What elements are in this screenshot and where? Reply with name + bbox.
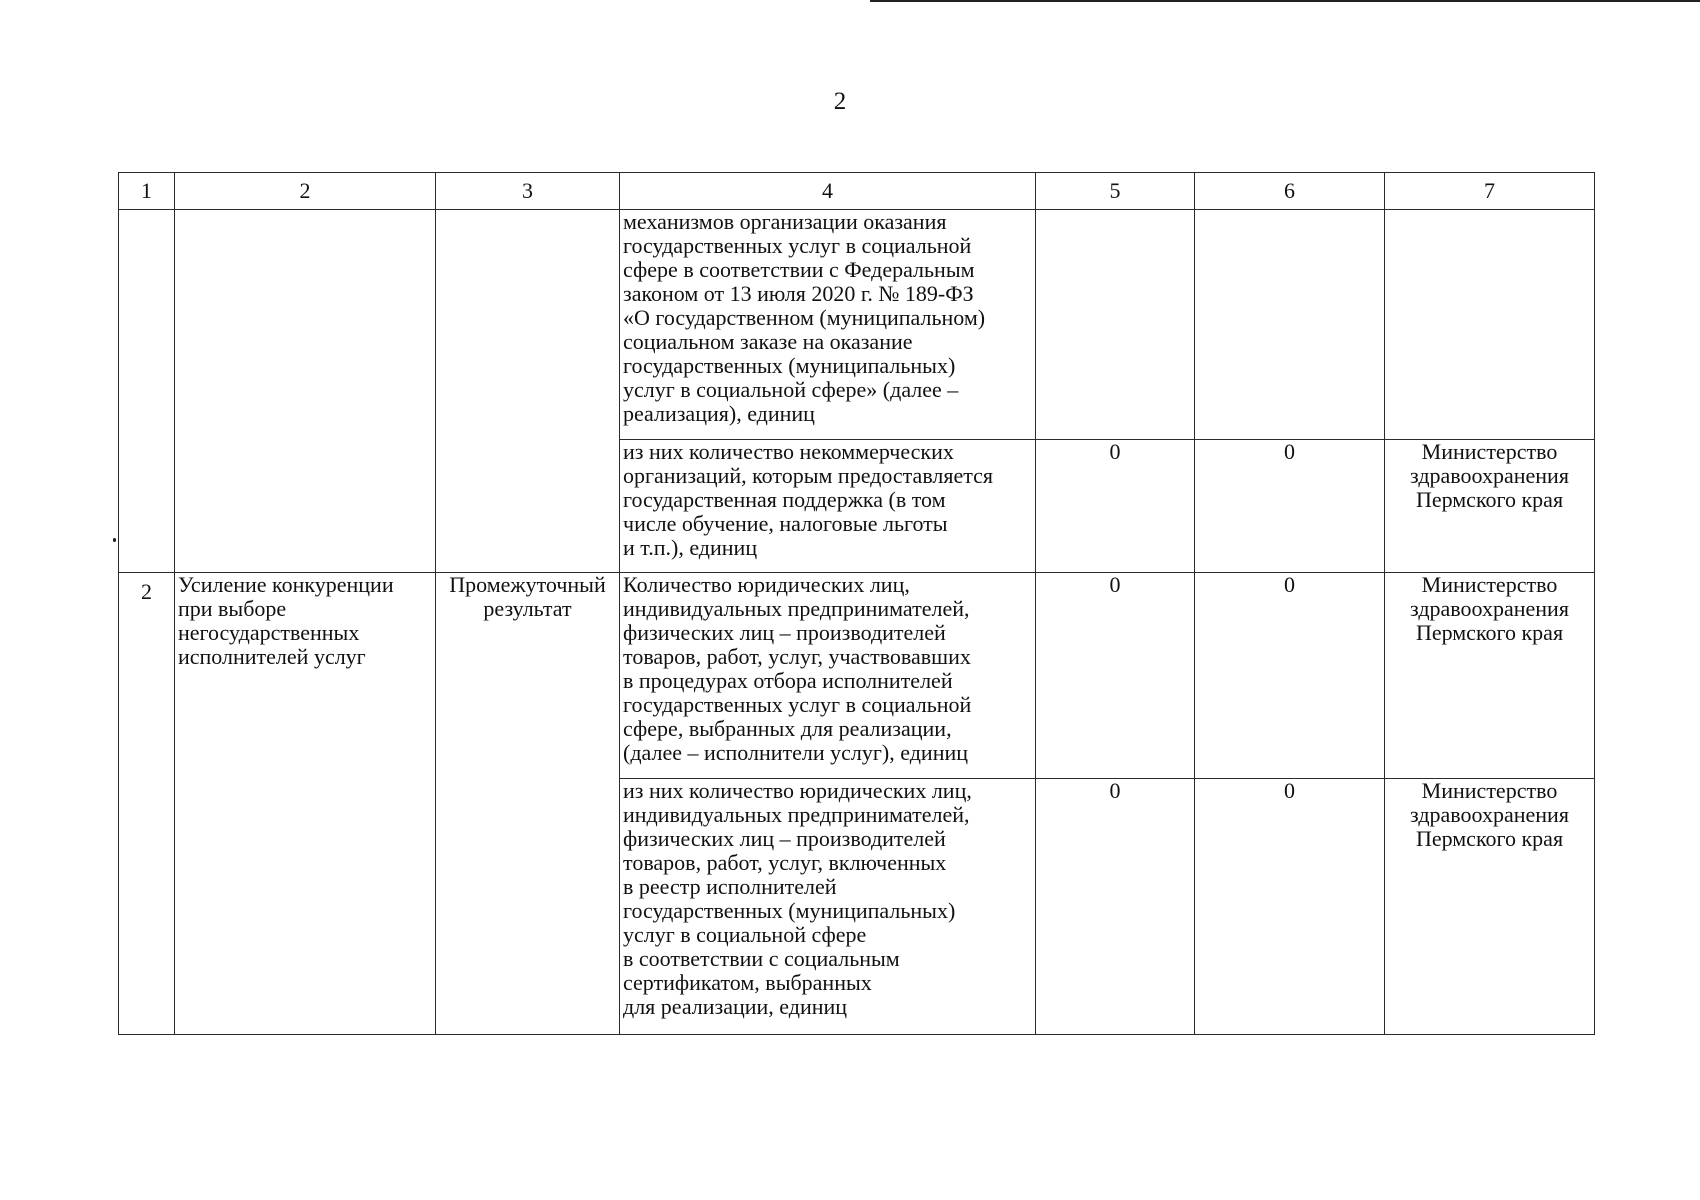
value-cell-5: 0 [1036, 779, 1195, 1035]
indicator-cell: из них количество юридических лиц, индивидуальных предпринимателей, физических лиц – производителей товаров, работ, услуг, включенных в реестр исполнителей государственных (муниципальных) услуг в социальной сфере в соответствии с социальным сертификатом, выбранных для реализации, единиц [620, 779, 1036, 1035]
result-type-cell [436, 210, 620, 573]
page-number: 2 [833, 88, 847, 115]
indicators-table [118, 172, 1595, 1035]
scan-edge-line [870, 0, 1700, 2]
scan-speck [113, 538, 116, 542]
table-header-row [119, 173, 1595, 210]
value-cell-5: 0 [1036, 573, 1195, 779]
header-cell-3: 3 [436, 173, 620, 210]
value-cell-5: 0 [1036, 440, 1195, 573]
value-cell-6: 0 [1195, 779, 1385, 1035]
responsible-cell: Министерство здравоохранения Пермского края [1385, 779, 1595, 1035]
header-cell-7: 7 [1385, 173, 1595, 210]
header-cell-1: 1 [119, 173, 175, 210]
responsible-cell [1385, 210, 1595, 440]
indicator-cell: из них количество некоммерческих организаций, которым предоставляется государственная поддержка (в том числе обучение, налоговые льготы и т.п.), единиц [620, 440, 1036, 573]
measure-name-cell: Усиление конкуренции при выборе негосударственных исполнителей услуг [175, 573, 436, 1035]
row-number-cell: 2 [119, 573, 175, 1035]
value-cell-6: 0 [1195, 573, 1385, 779]
header-cell-2: 2 [175, 173, 436, 210]
header-cell-5: 5 [1036, 173, 1195, 210]
value-cell-6 [1195, 210, 1385, 440]
row-number-cell [119, 210, 175, 573]
value-cell-5 [1036, 210, 1195, 440]
measure-name-cell [175, 210, 436, 573]
header-cell-6: 6 [1195, 173, 1385, 210]
header-cell-4: 4 [620, 173, 1036, 210]
table-row [119, 573, 1595, 779]
result-type-cell: Промежуточный результат [436, 573, 620, 1035]
responsible-cell: Министерство здравоохранения Пермского края [1385, 573, 1595, 779]
responsible-cell: Министерство здравоохранения Пермского края [1385, 440, 1595, 573]
table-row [119, 210, 1595, 440]
indicator-cell: Количество юридических лиц, индивидуальных предпринимателей, физических лиц – производителей товаров, работ, услуг, участвовавших в процедурах отбора исполнителей государственных услуг в социальной сфере, выбранных для реализации, (далее – исполнители услуг), единиц [620, 573, 1036, 779]
value-cell-6: 0 [1195, 440, 1385, 573]
indicator-cell: механизмов организации оказания государственных услуг в социальной сфере в соответствии с Федеральным законом от 13 июля 2020 г. № 189-ФЗ «О государственном (муниципальном) социальном заказе на оказание государственных (муниципальных) услуг в социальной сфере» (далее – реализация), единиц [620, 210, 1036, 440]
